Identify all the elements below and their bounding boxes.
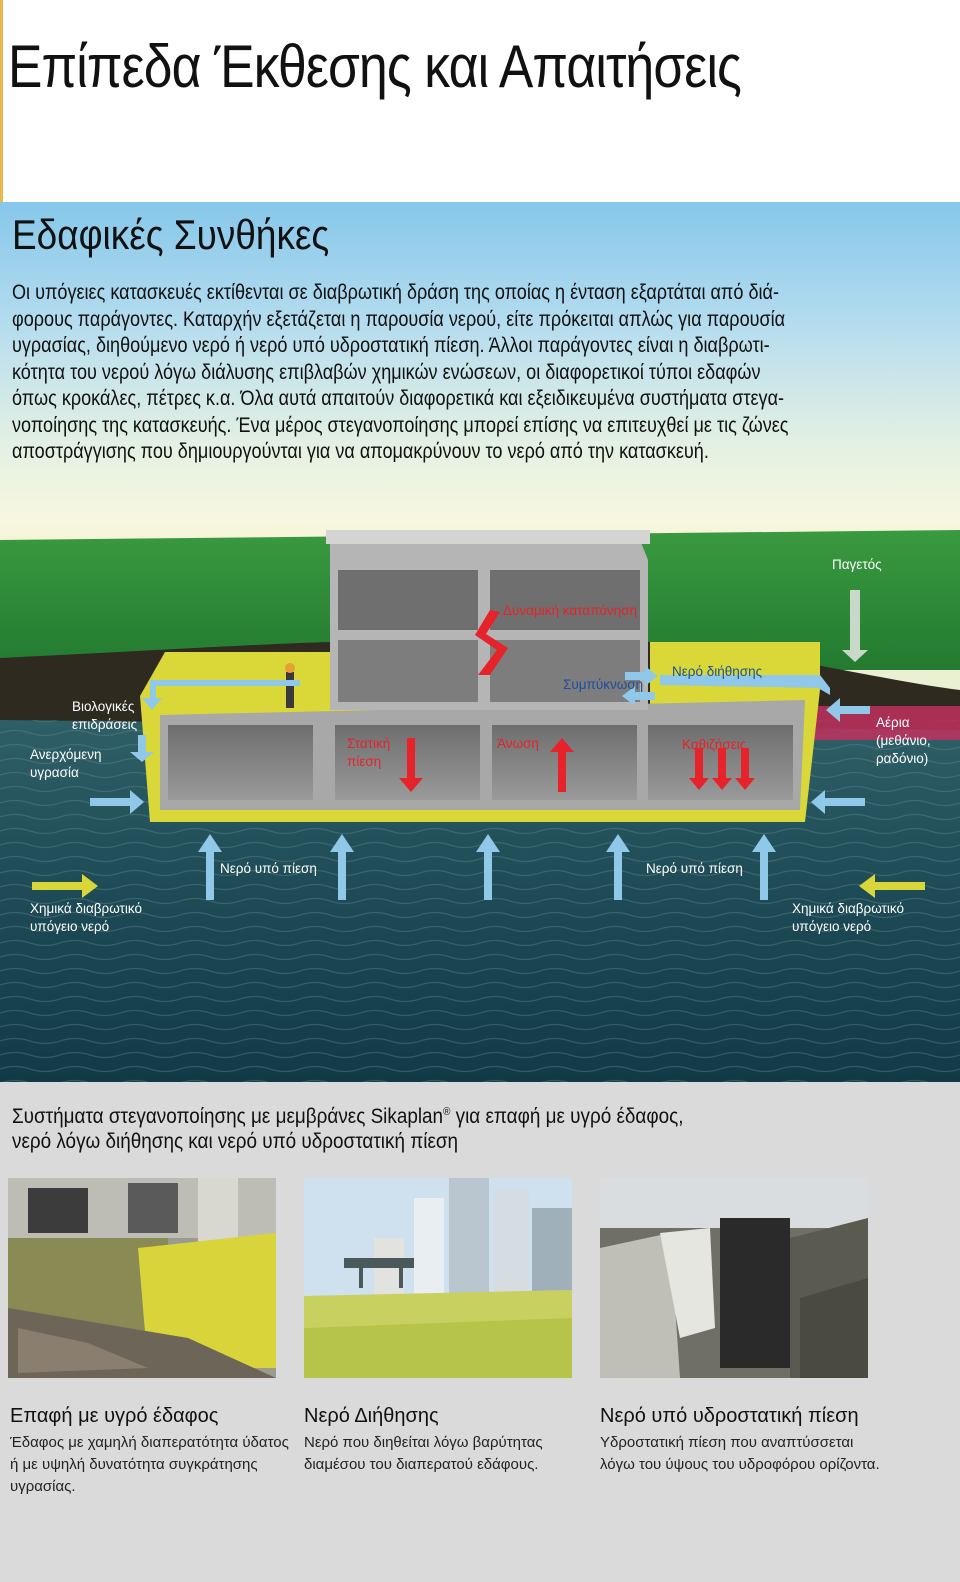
label-biological [72, 698, 137, 734]
label-pressure-water-right: Νερό υπό πίεση [646, 861, 743, 876]
label-uplift: Άνωση [497, 736, 539, 751]
column-text-hydrostatic [600, 1432, 880, 1476]
label-chemical-left [30, 900, 142, 936]
label-chem-left-1: Χημικά διαβρωτικό [30, 901, 142, 916]
soil-intro-text [12, 280, 872, 466]
systems-title-part: για επαφή με υγρό έδαφος, [450, 1105, 684, 1128]
column-line: διαμέσου του διαπερατού εδάφους. [304, 1456, 539, 1473]
label-chem-left-2: υπόγειο νερό [30, 919, 110, 934]
label-seepage: Νερό διήθησης [672, 664, 763, 679]
label-dynamic-load: Δυναμική καταπόνηση [503, 603, 637, 618]
column-line: λόγω του ύψους του υδροφόρου ορίζοντα. [600, 1456, 880, 1473]
column-text-damp-soil [10, 1432, 289, 1498]
label-rising-damp [30, 746, 102, 782]
label-chem-right-1: Χημικά διαβρωτικό [792, 901, 904, 916]
intro-line: νοποίησης της κατασκευής. Ένα μέρος στεγανοποίησης μπορεί επίσης να επιτευχθεί με τις ζώνες [12, 413, 789, 437]
column-line: ή με υψηλή δυνατότητα συγκράτησης [10, 1456, 258, 1473]
systems-title-part: Συστήματα στεγανοποίησης με μεμβράνες Sikaplan [12, 1105, 444, 1128]
label-static-pressure [347, 735, 390, 771]
label-gases [876, 714, 931, 768]
intro-line: αποστράγγισης που δημιουργούνται για να απομακρύνουν το νερό από την κατασκευή. [12, 440, 709, 463]
registered-mark: ® [443, 1106, 451, 1118]
column-line: Νερό που διηθείται λόγω βαρύτητας [304, 1434, 543, 1451]
page-title: Επίπεδα Έκθεσης και Απαιτήσεις [8, 33, 742, 100]
photo-damp-soil [8, 1178, 276, 1378]
systems-title [12, 1100, 683, 1154]
column-text-seepage [304, 1432, 543, 1476]
intro-line: φορους παράγοντες. Καταρχήν εξετάζεται η παρουσία νερού, είτε πρόκειται απλώς για παρουσία [12, 307, 786, 331]
photo-hydrostatic [600, 1178, 868, 1378]
intro-line: Οι υπόγειες κατασκευές εκτίθενται σε διαβρωτική δράση της οποίας η ένταση εξαρτάται από διά- [12, 281, 779, 304]
label-rising-damp-1: Ανερχόμενη [30, 747, 102, 762]
column-line: Έδαφος με χαμηλή διαπερατότητα ύδατος [10, 1434, 289, 1451]
column-line: υγρασίας. [10, 1478, 76, 1495]
column-line: Υδροστατική πίεση που αναπτύσσεται [600, 1434, 854, 1451]
label-static-2: πίεση [347, 754, 382, 769]
label-pressure-water-left: Νερό υπό πίεση [220, 861, 317, 876]
column-title-damp-soil: Επαφή με υγρό έδαφος [10, 1405, 219, 1427]
label-gases-3: ραδόνιο) [876, 751, 929, 766]
label-gases-1: Αέρια [876, 715, 910, 730]
label-rising-damp-2: υγρασία [30, 765, 79, 780]
label-chemical-right [792, 900, 904, 936]
label-gases-2: (μεθάνιο, [876, 733, 931, 748]
intro-line: όπως κροκάλες, πέτρες κ.α. Όλα αυτά απαιτούν διαφορετικά και εξειδικευμένα συστήματα στεγα- [12, 387, 785, 410]
column-title-seepage: Νερό Διήθησης [304, 1405, 439, 1427]
systems-title-line2: νερό λόγω διήθησης και νερό υπό υδροστατική πίεση [12, 1130, 459, 1153]
soil-section-title: Εδαφικές Συνθήκες [12, 211, 330, 258]
label-biological-2: επιδράσεις [72, 717, 138, 732]
column-title-hydrostatic: Νερό υπό υδροστατική πίεση [600, 1405, 859, 1427]
intro-line: κότητα του νερού λόγω διάλυσης επιβλαβών χημικών ενώσεων, οι διαφορετικοί τύποι εδαφών [12, 360, 761, 384]
exposure-diagram-graphic [0, 530, 960, 1082]
label-biological-1: Βιολογικές [72, 699, 135, 714]
label-frost: Παγετός [832, 557, 882, 572]
label-settlement: Καθιζήσεις [682, 737, 747, 752]
label-chem-right-2: υπόγειο νερό [792, 919, 872, 934]
photo-seepage [304, 1178, 572, 1378]
label-static-1: Στατική [347, 736, 391, 751]
label-compaction: Συμπύκνωση [563, 677, 644, 692]
intro-line: υγρασίας, διηθούμενο νερό ή νερό υπό υδροστατική πίεση. Άλλοι παράγοντες είναι η διαβρωτι- [12, 334, 770, 357]
exposure-diagram [0, 530, 960, 1082]
